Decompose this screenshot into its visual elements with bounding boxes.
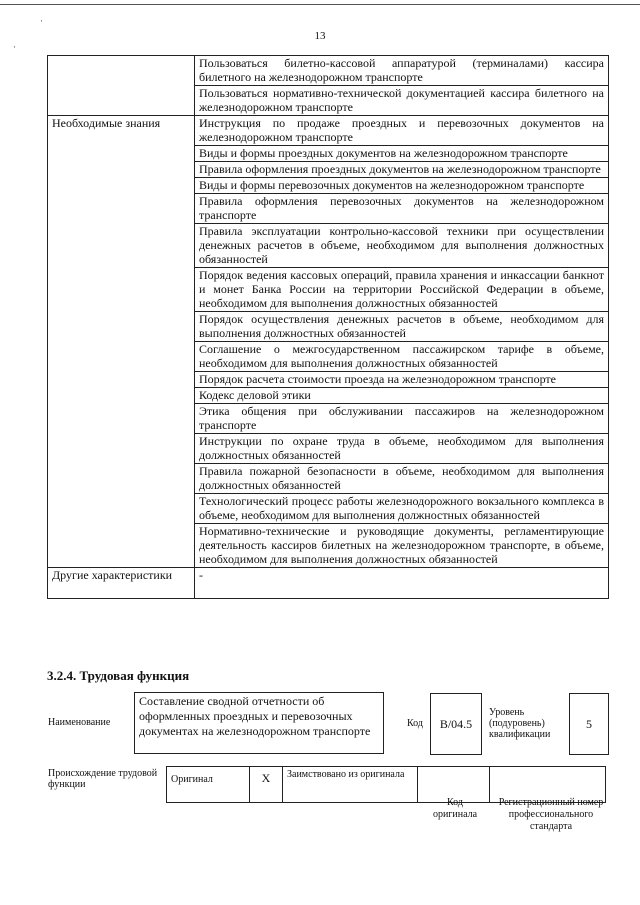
table-row <box>48 56 609 86</box>
code-original-caption: Код оригинала <box>432 797 478 820</box>
level-value-box: 5 <box>569 693 609 755</box>
level-label: Уровень (подуровень) квалификации <box>489 707 551 740</box>
knowledge-item: Порядок осуществления денежных расчетов в объеме, необходимом для выполнения должностных обязанностей <box>195 312 609 342</box>
knowledge-item: Правила оформления проездных документов на железнодорожном транспорте <box>195 162 609 178</box>
knowledge-item: Правила эксплуатации контрольно-кассовой техники при осуществлении денежных расчетов в объеме, необходимом для выполнения должностных обязанностей <box>195 224 609 268</box>
page-number: 13 <box>314 30 326 42</box>
knowledge-label: Необходимые знания <box>48 116 195 568</box>
knowledge-item: Инструкции по охране труда в объеме, необходимом для выполнения должностных обязанностей <box>195 434 609 464</box>
knowledge-item: Инструкция по продаже проездных и перевозочных документов на железнодорожном транспорте <box>195 116 609 146</box>
knowledge-item: Порядок расчета стоимости проезда на железнодорожном транспорте <box>195 372 609 388</box>
knowledge-item: Виды и формы проездных документов на железнодорожном транспорте <box>195 146 609 162</box>
top-rule <box>0 4 640 5</box>
other-value: - <box>195 568 609 599</box>
skill-item: Пользоваться билетно-кассовой аппаратурой (терминалами) кассира билетного на железнодорожном транспорте <box>195 56 609 86</box>
original-mark: X <box>250 767 283 803</box>
empty-label-cell <box>48 56 195 116</box>
code-value-box: В/04.5 <box>430 693 482 755</box>
knowledge-item: Порядок ведения кассовых операций, правила хранения и инкассации банкнот и монет Банка России на территории Российской Федерации в объеме, необходимом для выполнения должностных обязанностей <box>195 268 609 312</box>
table-row <box>48 116 609 146</box>
scan-speck: · <box>40 16 43 26</box>
knowledge-item: Нормативно-технические и руководящие документы, регламентирующие деятельность кассиров билетных на железнодорожном транспорте, в объеме, необходимом для выполнения должностных обязанностей <box>195 524 609 568</box>
knowledge-item: Этика общения при обслуживании пассажиров на железнодорожном транспорте <box>195 404 609 434</box>
knowledge-item: Виды и формы перевозочных документов на железнодорожном транспорте <box>195 178 609 194</box>
reg-number-caption: Регистрационный номер профессионального стандарта <box>498 797 604 832</box>
skill-item: Пользоваться нормативно-технической документацией кассира билетного на железнодорожном транспорте <box>195 86 609 116</box>
code-label: Код <box>407 718 423 729</box>
knowledge-item: Технологический процесс работы железнодорожного вокзального комплекса в объеме, необходимом для выполнения должностных обязанностей <box>195 494 609 524</box>
name-label: Наименование <box>48 717 111 728</box>
borrowed-label: Заимствовано из оригинала <box>283 767 418 803</box>
section-title: 3.2.4. Трудовая функция <box>47 668 190 683</box>
knowledge-item: Правила пожарной безопасности в объеме, необходимом для выполнения должностных обязанностей <box>195 464 609 494</box>
function-name-box: Составление сводной отчетности об оформленных проездных и перевозочных документах на железнодорожном транспорте <box>134 692 384 754</box>
scan-speck: · <box>13 42 16 52</box>
original-cell <box>167 767 250 803</box>
table-row <box>48 568 609 599</box>
origin-label: Происхождение трудовой функции <box>48 768 158 790</box>
knowledge-item: Правила оформления перевозочных документов на железнодорожном транспорте <box>195 194 609 224</box>
original-label: Оригинал <box>171 774 213 785</box>
knowledge-item: Кодекс деловой этики <box>195 388 609 404</box>
other-label: Другие характеристики <box>48 568 195 599</box>
knowledge-item: Соглашение о межгосударственном пассажирском тарифе в объеме, необходимом для выполнения должностных обязанностей <box>195 342 609 372</box>
requirements-table <box>47 55 609 599</box>
